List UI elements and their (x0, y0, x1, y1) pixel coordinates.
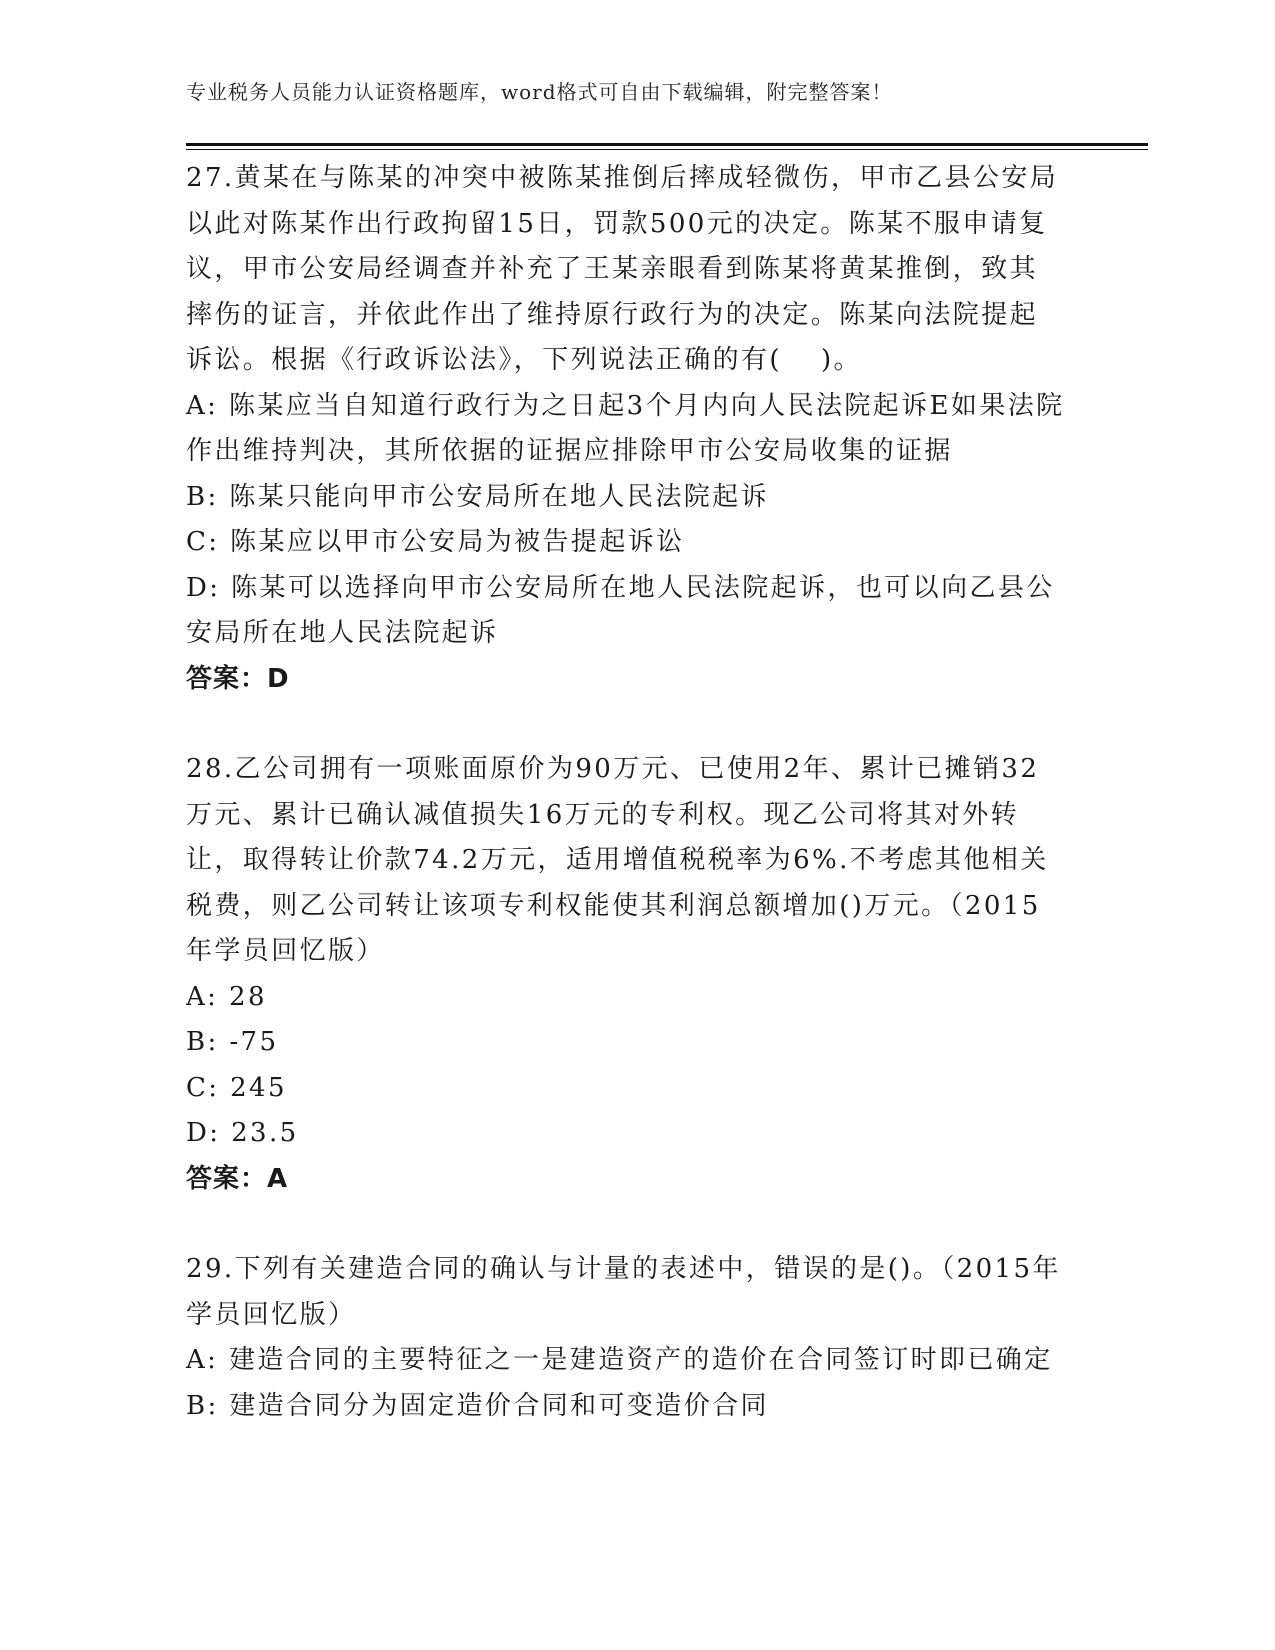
header-divider (186, 143, 1148, 146)
option-a: A: 陈某应当自知道行政行为之日起3个月内向人民法院起诉E如果法院作出维持判决，其所依据的证据应排除甲市公安局收集的证据 (186, 390, 1065, 466)
question-29 (186, 1247, 1066, 1429)
option-b: B: -75 (186, 1027, 279, 1057)
question-28 (186, 747, 1066, 1202)
answer: 答案：A (186, 1163, 289, 1194)
option-d: D: 23.5 (186, 1118, 299, 1148)
question-stem: 27.黄某在与陈某的冲突中被陈某推倒后摔成轻微伤，甲市乙县公安局以此对陈某作出行政拘留15日，罚款500元的决定。陈某不服申请复议，甲市公安局经调查并补充了王某亲眼看到陈某将黄某推倒，致其摔伤的证言，并依此作出了维持原行政行为的决定。陈某向法院提起诉讼。根据《行政诉讼法》，下列说法正确的有( )。 (186, 163, 1059, 375)
answer: 答案：D (186, 663, 290, 694)
option-d: D: 陈某可以选择向甲市公安局所在地人民法院起诉，也可以向乙县公安局所在地人民法院起诉 (186, 572, 1055, 648)
option-c: C: 245 (186, 1072, 287, 1103)
option-c: C: 陈某应以甲市公安局为被告提起诉讼 (186, 527, 685, 557)
document-body (186, 156, 1066, 1474)
option-b: B: 陈某只能向甲市公安局所在地人民法院起诉 (186, 481, 769, 512)
option-a: A: 28 (186, 981, 267, 1012)
question-stem: 28.乙公司拥有一项账面原价为90万元、已使用2年、累计已摊销32万元、累计已确认减值损失16万元的专利权。现乙公司将其对外转让，取得转让价款74.2万元，适用增值税税率为6%.不考虑其他相关税费，则乙公司转让该项专利权能使其利润总额增加()万元。（2015年学员回忆版） (186, 754, 1049, 966)
option-b: B: 建造合同分为固定造价合同和可变造价合同 (186, 1390, 769, 1421)
page-header: 专业税务人员能力认证资格题库，word格式可自由下载编辑，附完整答案！ (186, 80, 893, 104)
option-a: A: 建造合同的主要特征之一是建造资产的造价在合同签订时即已确定 (186, 1345, 1053, 1375)
question-27 (186, 156, 1066, 702)
question-stem: 29.下列有关建造合同的确认与计量的表述中，错误的是()。（2015年学员回忆版） (186, 1254, 1061, 1330)
